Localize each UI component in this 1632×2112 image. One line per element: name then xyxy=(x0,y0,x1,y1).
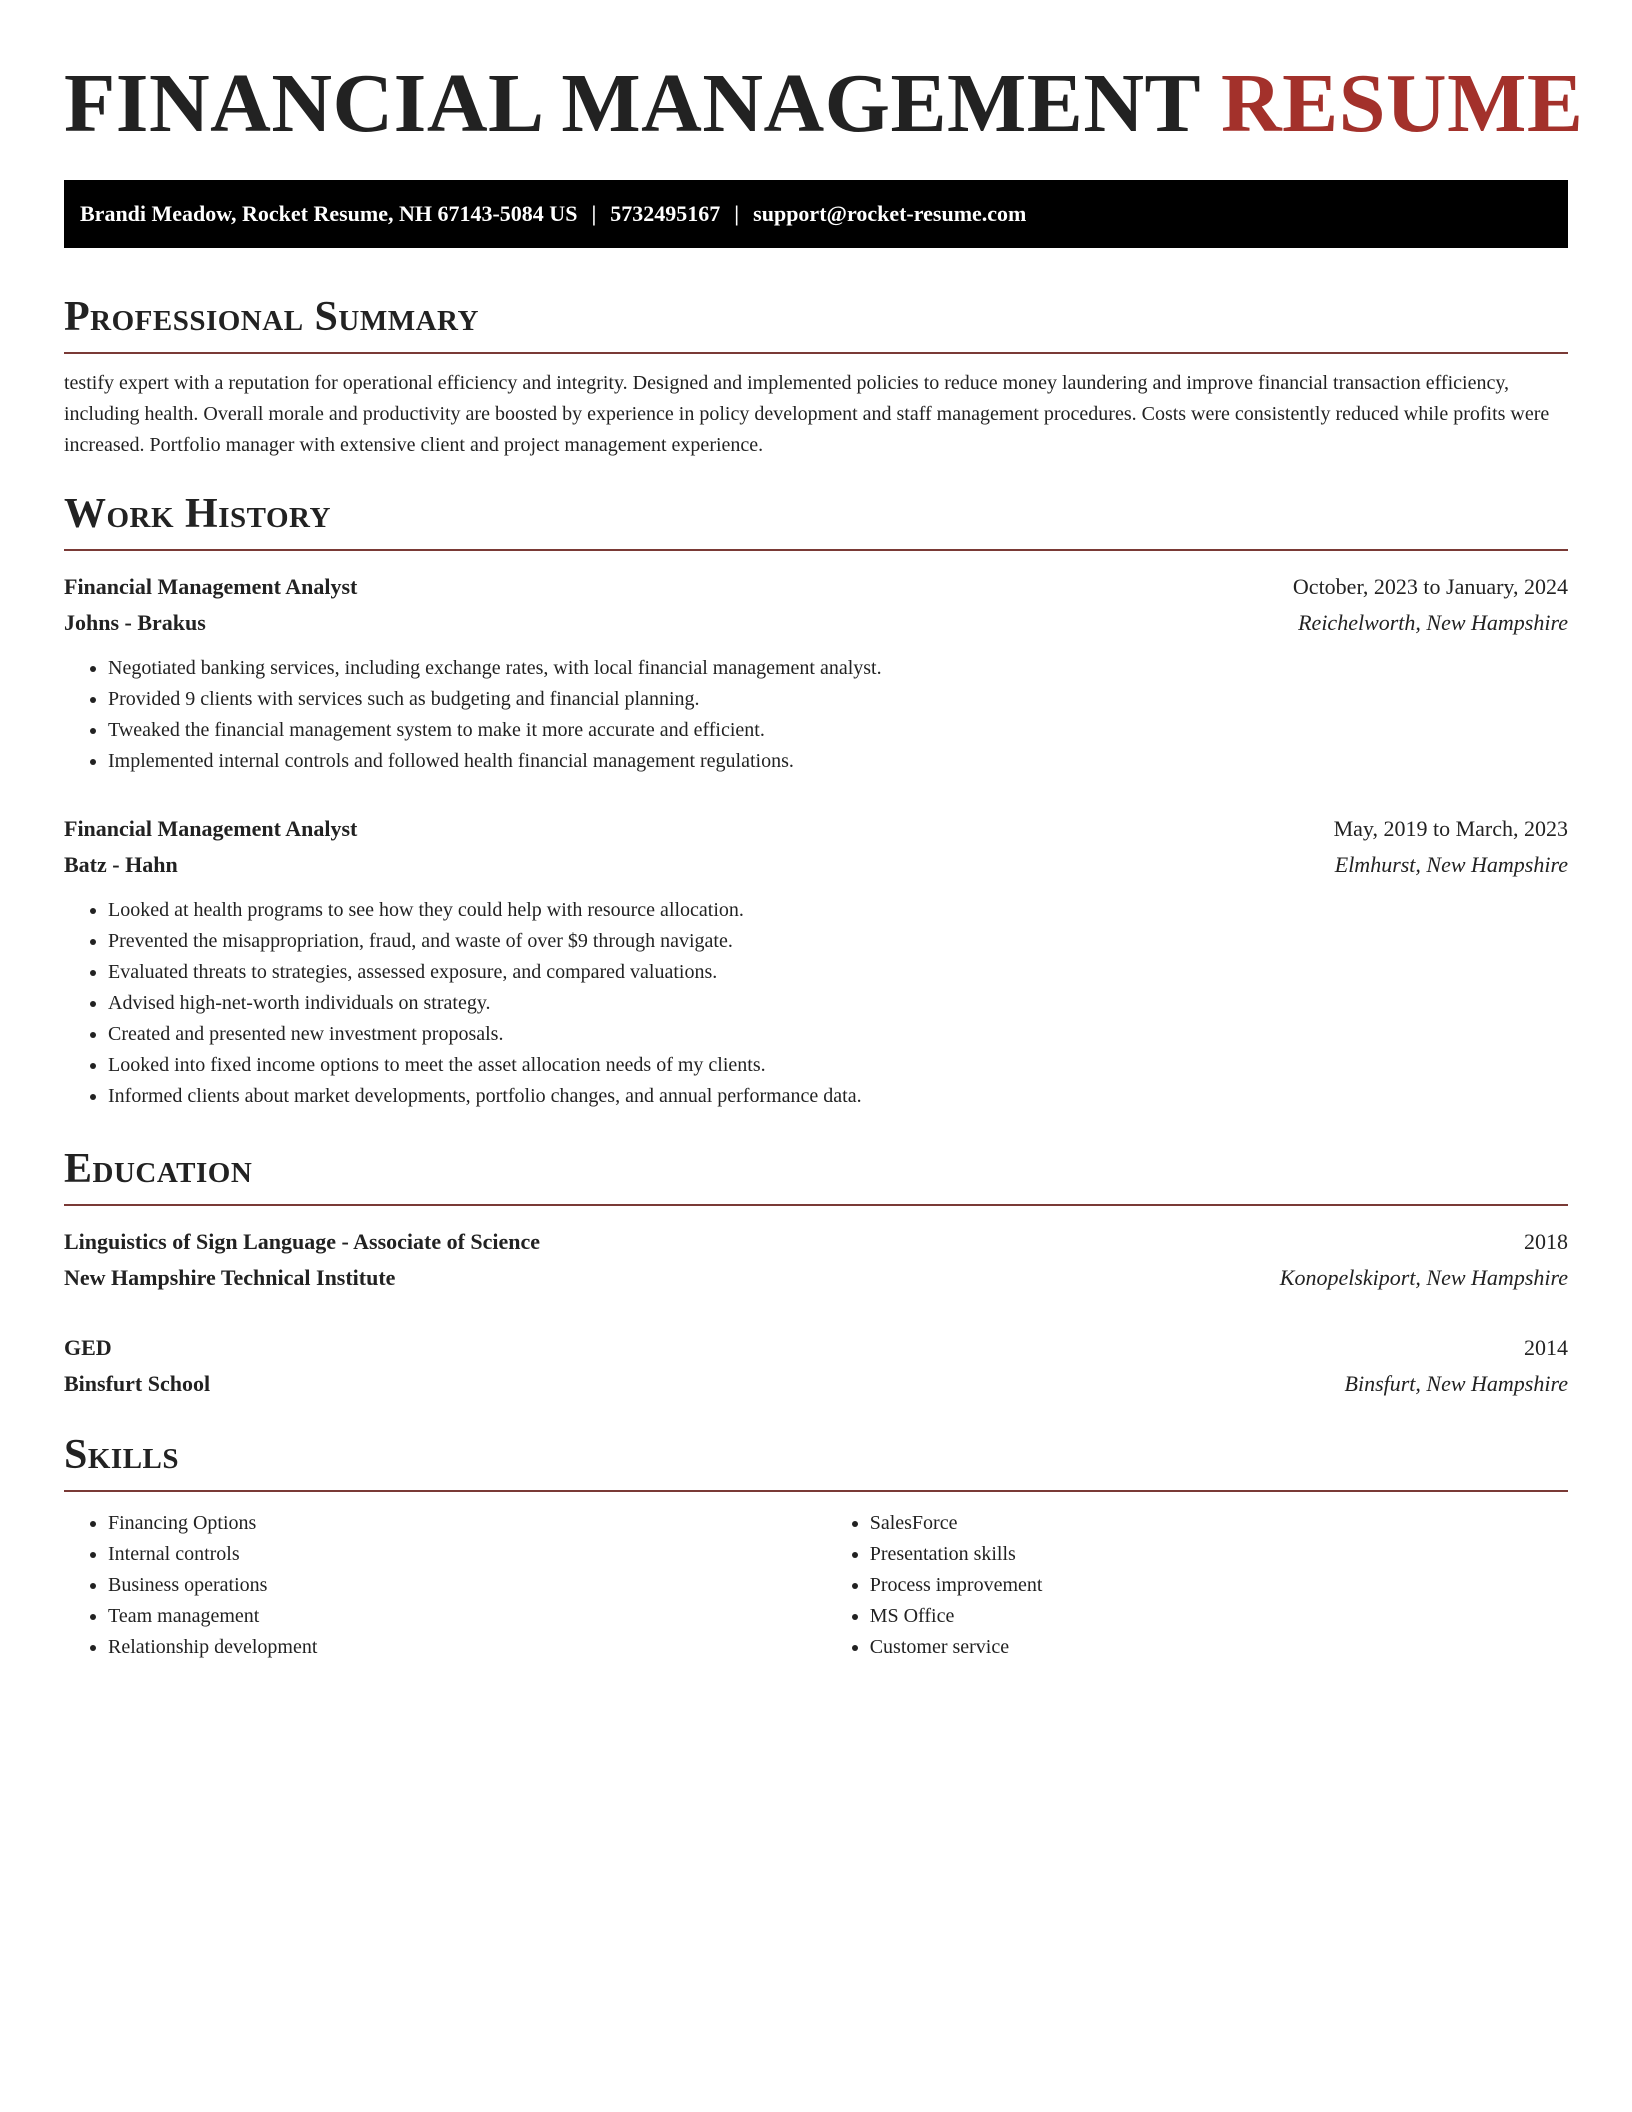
job-company-row xyxy=(64,847,1568,883)
list-item: • Informed clients about market developments, portfolio changes, and annual performance data. xyxy=(108,1081,1568,1112)
list-item: • Created and presented new investment proposals. xyxy=(108,1019,1568,1050)
skills-column-right xyxy=(826,1508,1568,1663)
education-heading: Education xyxy=(64,1144,1568,1206)
education-year: 2014 xyxy=(1524,1335,1568,1360)
contact-phone: 5732495167 xyxy=(610,201,721,226)
education-location: Konopelskiport, New Hampshire xyxy=(1279,1265,1568,1290)
job-company-row xyxy=(64,605,1568,641)
summary-text: testify expert with a reputation for operational efficiency and integrity. Designed and implemented policies to reduce money laundering and improve financial transaction efficiency, including health. Overall morale and productivity are boosted by experience in policy development and staff management procedures. Costs were consistently reduced while profits were increased. Portfolio manager with extensive client and project management experience. xyxy=(64,372,1550,456)
list-item: • Customer service xyxy=(870,1632,1568,1663)
job-header-row xyxy=(64,811,1568,847)
list-item: • Tweaked the financial management system to make it more accurate and efficient. xyxy=(108,715,1568,746)
contact-email: support@rocket-resume.com xyxy=(753,201,1027,226)
title-main: FINANCIAL MANAGEMENT xyxy=(64,57,1200,150)
job-dates: October, 2023 to January, 2024 xyxy=(1292,574,1568,599)
job-title: Financial Management Analyst xyxy=(64,574,358,599)
list-item: • Provided 9 clients with services such as budgeting and financial planning. xyxy=(108,684,1568,715)
list-item: • Prevented the misappropriation, fraud, and waste of over $9 through navigate. xyxy=(108,926,1568,957)
list-item: • Financing Options xyxy=(108,1508,826,1539)
job-company: Batz - Hahn xyxy=(64,852,178,877)
list-item: • SalesForce xyxy=(870,1508,1568,1539)
job-location: Elmhurst, New Hampshire xyxy=(1334,852,1568,877)
work-history-heading: Work History xyxy=(64,489,1568,551)
list-item: • Evaluated threats to strategies, assessed exposure, and compared valuations. xyxy=(108,957,1568,988)
job-title: Financial Management Analyst xyxy=(64,816,358,841)
job-location: Reichelworth, New Hampshire xyxy=(1298,610,1568,635)
job-header-row xyxy=(64,569,1568,605)
skills-list xyxy=(64,1508,1568,1663)
skills-column-left xyxy=(64,1508,826,1663)
education-degree: Linguistics of Sign Language - Associate of Science xyxy=(64,1229,541,1254)
education-school-row xyxy=(64,1260,1568,1296)
education-school-row xyxy=(64,1366,1568,1402)
job-company: Johns - Brakus xyxy=(64,610,206,635)
education-location: Binsfurt, New Hampshire xyxy=(1344,1371,1568,1396)
education-entry xyxy=(64,1330,1568,1402)
summary-heading: Professional Summary xyxy=(64,292,1568,354)
title-accent: RESUME xyxy=(1221,57,1584,150)
list-item: • Internal controls xyxy=(108,1539,826,1570)
education-year: 2018 xyxy=(1524,1229,1568,1254)
list-item: • Looked at health programs to see how they could help with resource allocation. xyxy=(108,895,1568,926)
job-entry xyxy=(64,811,1568,1112)
contact-address: Brandi Meadow, Rocket Resume, NH 67143-5084 US xyxy=(80,201,578,226)
education-school: Binsfurt School xyxy=(64,1371,211,1396)
list-item: • Process improvement xyxy=(870,1570,1568,1601)
skills-heading: Skills xyxy=(64,1430,1568,1492)
contact-separator: | xyxy=(591,201,597,226)
education-degree-row xyxy=(64,1224,1568,1260)
job-dates: May, 2019 to March, 2023 xyxy=(1333,816,1568,841)
list-item: • Business operations xyxy=(108,1570,826,1601)
resume-page xyxy=(64,0,1584,1663)
job-bullets xyxy=(64,653,1568,777)
list-item: • Team management xyxy=(108,1601,826,1632)
job-entry xyxy=(64,569,1568,777)
list-item: • Relationship development xyxy=(108,1632,826,1663)
list-item: • Advised high-net-worth individuals on strategy. xyxy=(108,988,1568,1019)
education-school: New Hampshire Technical Institute xyxy=(64,1265,396,1290)
list-item: • Implemented internal controls and followed health financial management regulations. xyxy=(108,746,1568,777)
list-item: • Negotiated banking services, including exchange rates, with local financial management analyst. xyxy=(108,653,1568,684)
list-item: • Looked into fixed income options to meet the asset allocation needs of my clients. xyxy=(108,1050,1568,1081)
resume-title xyxy=(64,0,1584,152)
contact-separator: | xyxy=(734,201,740,226)
education-degree-row xyxy=(64,1330,1568,1366)
contact-bar xyxy=(64,180,1568,248)
list-item: • Presentation skills xyxy=(870,1539,1568,1570)
education-entry xyxy=(64,1224,1568,1296)
list-item: • MS Office xyxy=(870,1601,1568,1632)
education-degree: GED xyxy=(64,1335,112,1360)
job-bullets xyxy=(64,895,1568,1112)
